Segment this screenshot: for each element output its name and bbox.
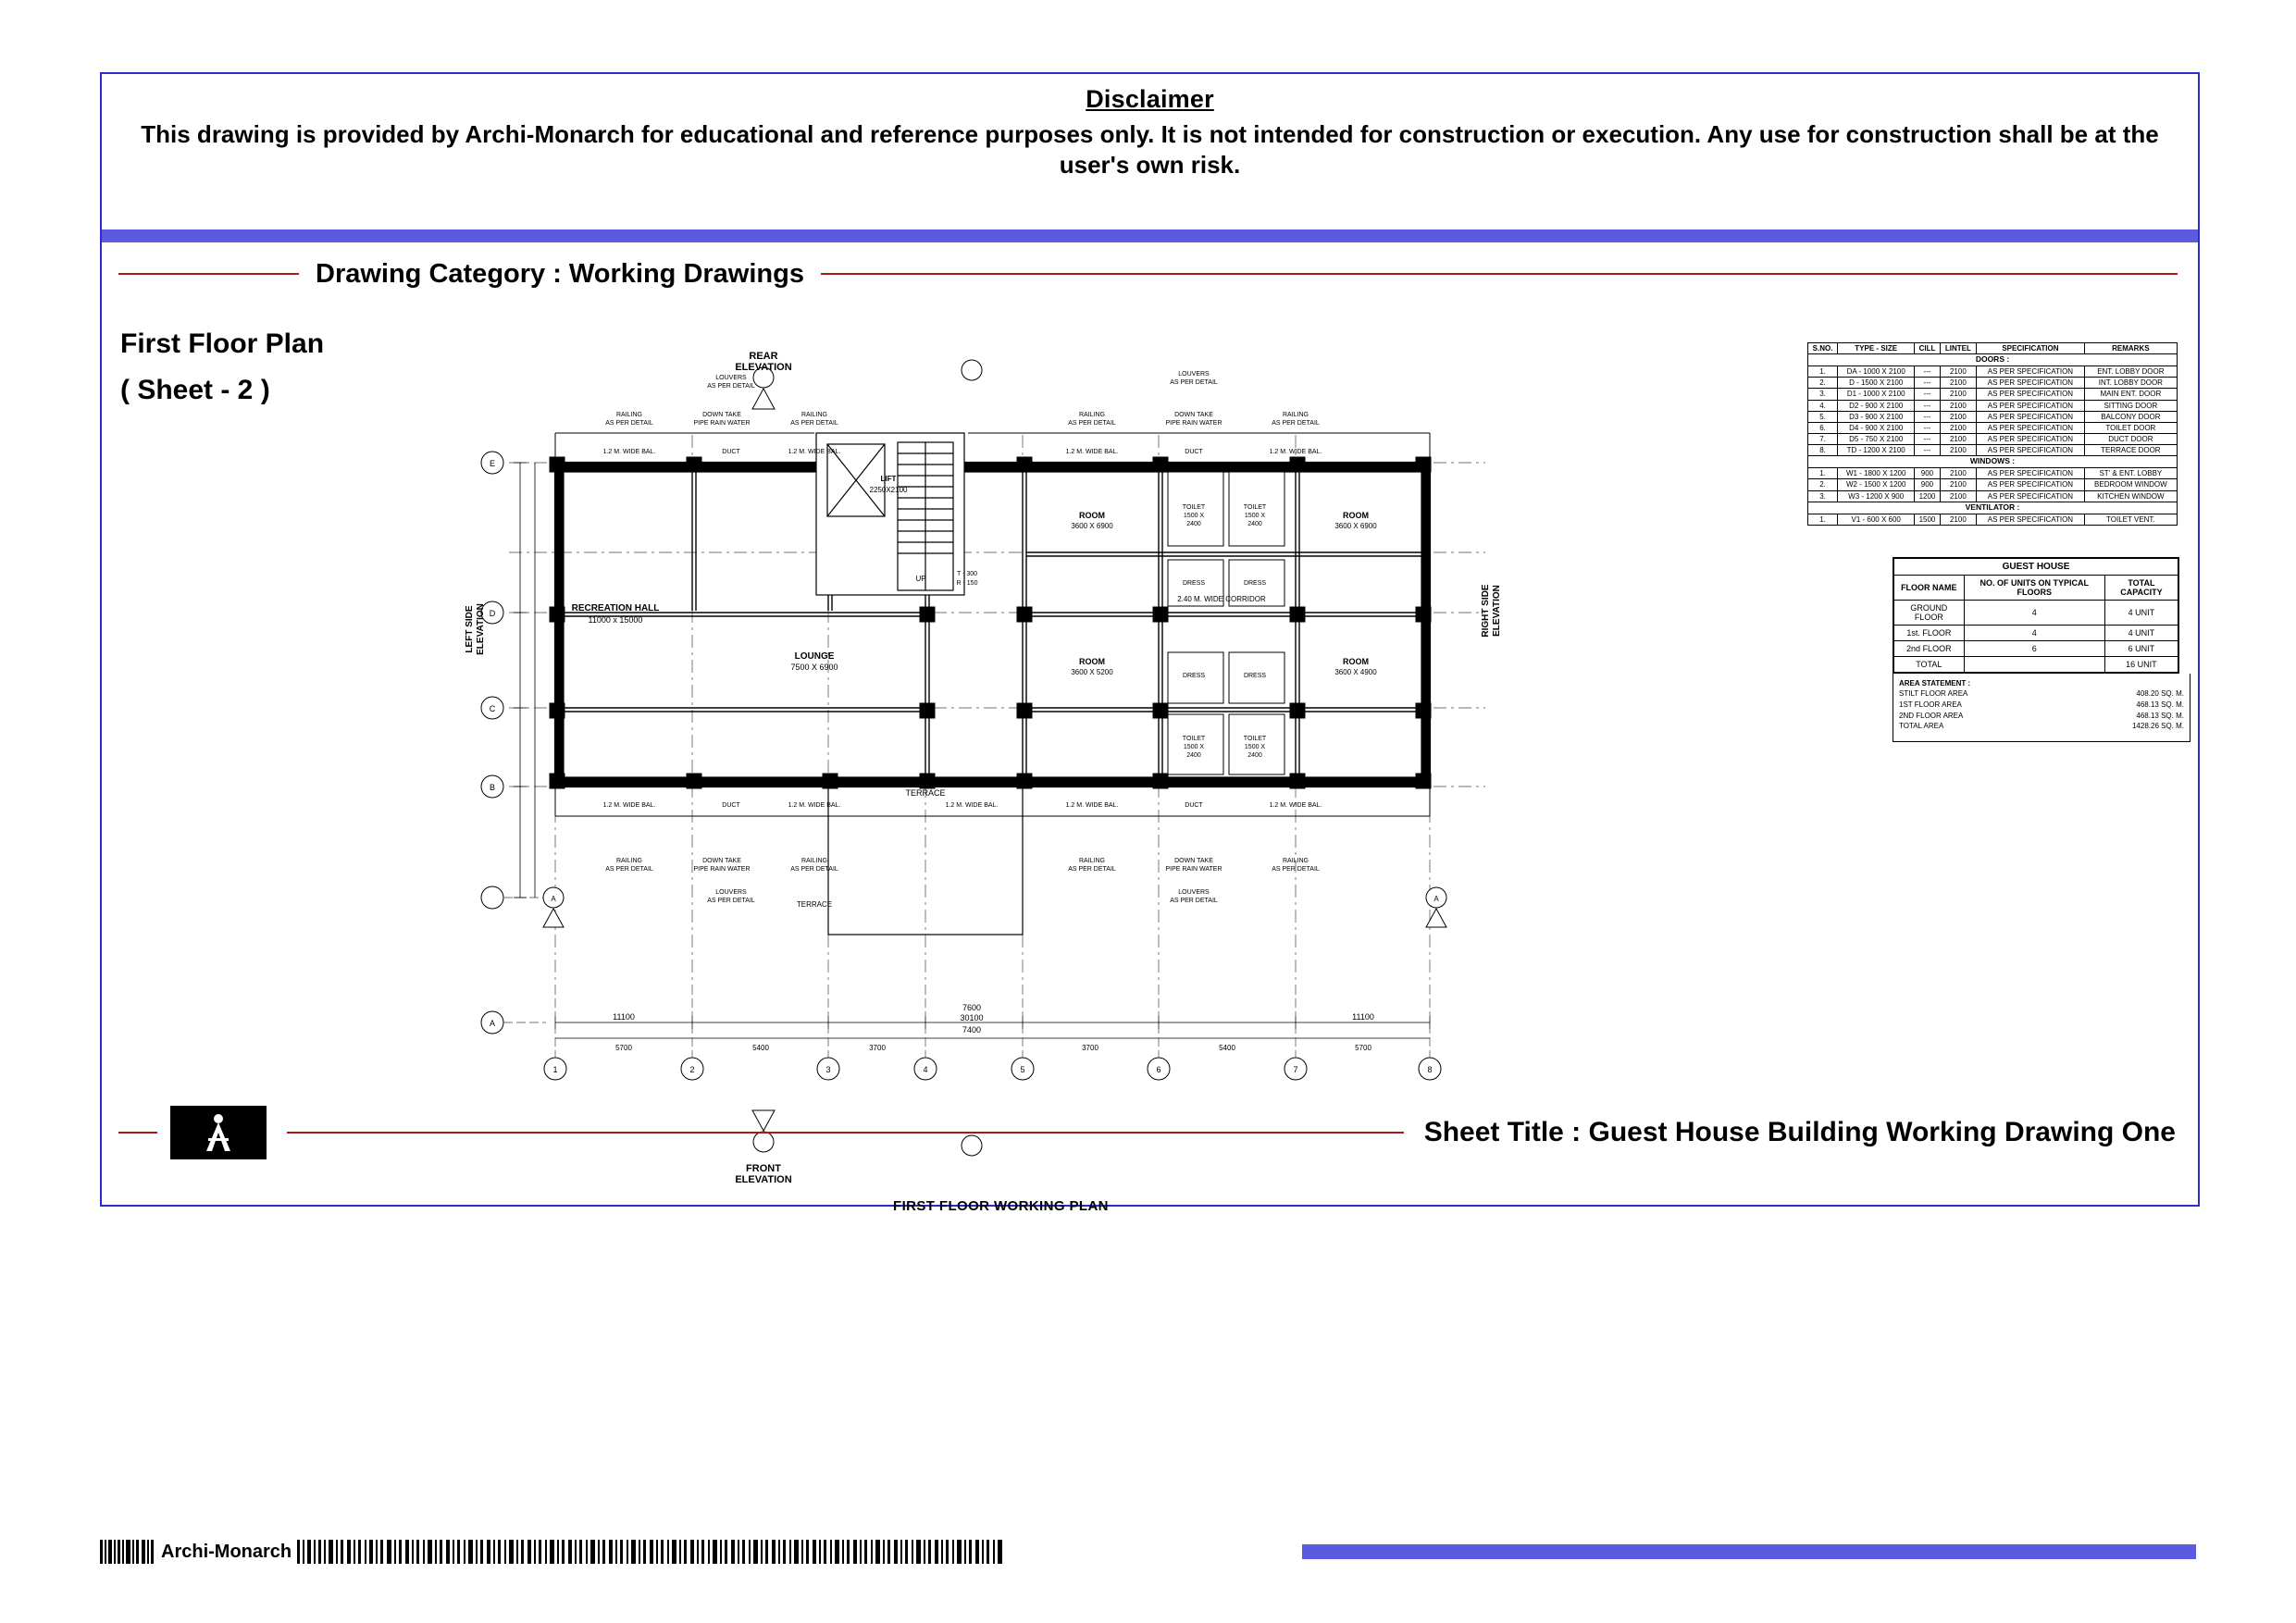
area-row: TOTAL AREA 1428.26 SQ. M. <box>1899 722 2184 731</box>
svg-text:DOWN TAKE: DOWN TAKE <box>702 858 741 864</box>
floor-plan-drawing <box>453 333 1897 1214</box>
svg-text:5700: 5700 <box>615 1044 632 1052</box>
svg-text:TOILET: TOILET <box>1243 736 1267 742</box>
table-row: 1. W1 - 1800 X 1200 900 2100 AS PER SPECIFICATION ST' & ENT. LOBBY <box>1808 468 2178 479</box>
svg-text:2400: 2400 <box>1247 521 1262 527</box>
svg-text:RAILING: RAILING <box>800 858 828 864</box>
col-sno: S.NO. <box>1808 343 1838 354</box>
svg-text:DOWN TAKE: DOWN TAKE <box>702 412 741 418</box>
svg-text:ELEVATION: ELEVATION <box>476 603 486 655</box>
area-statement-title: AREA STATEMENT : <box>1899 678 1971 688</box>
table-row: 7. D5 - 750 X 2100 --- 2100 AS PER SPECIFICATION DUCT DOOR <box>1808 434 2178 445</box>
svg-text:7400: 7400 <box>962 1025 982 1035</box>
archi-monarch-logo <box>170 1106 267 1159</box>
svg-text:A: A <box>489 1019 496 1028</box>
area-statement-box <box>1893 674 2191 742</box>
table-row: GROUND FLOOR 4 4 UNIT <box>1894 600 2178 625</box>
svg-text:1.2 M. WIDE BAL.: 1.2 M. WIDE BAL. <box>788 802 841 809</box>
svg-text:RAILING: RAILING <box>1282 858 1309 864</box>
svg-text:R - 150: R - 150 <box>956 580 978 587</box>
svg-text:LOUVERS: LOUVERS <box>715 375 747 381</box>
svg-text:AS PER DETAIL: AS PER DETAIL <box>1272 866 1320 873</box>
svg-text:ROOM: ROOM <box>1343 511 1369 520</box>
area-row: STILT FLOOR AREA 408.20 SQ. M. <box>1899 689 2184 699</box>
svg-text:DOWN TAKE: DOWN TAKE <box>1174 858 1213 864</box>
table-row: 3. D1 - 1000 X 2100 --- 2100 AS PER SPECIFICATION MAIN ENT. DOOR <box>1808 389 2178 400</box>
brand-name: Archi-Monarch <box>161 1541 292 1562</box>
blue-footer-bar <box>1302 1544 2196 1559</box>
svg-text:3600 X 5200: 3600 X 5200 <box>1071 668 1113 676</box>
svg-text:1.2 M. WIDE BAL.: 1.2 M. WIDE BAL. <box>788 449 841 455</box>
svg-text:AS PER DETAIL: AS PER DETAIL <box>707 898 755 904</box>
svg-text:D: D <box>489 609 496 618</box>
col-lintel: LINTEL <box>1940 343 1977 354</box>
svg-text:30100: 30100 <box>960 1013 984 1022</box>
door-window-schedule-table <box>1807 342 2178 526</box>
svg-text:REAR: REAR <box>749 351 778 362</box>
svg-text:PIPE RAIN WATER: PIPE RAIN WATER <box>693 420 751 427</box>
svg-text:1.2 M. WIDE BAL.: 1.2 M. WIDE BAL. <box>1269 802 1322 809</box>
svg-text:3600 X 6900: 3600 X 6900 <box>1071 522 1113 530</box>
footer-rule-left <box>118 1132 157 1134</box>
table-row: TOTAL 16 UNIT <box>1894 656 2178 672</box>
col-remarks: REMARKS <box>2084 343 2177 354</box>
svg-text:AS PER DETAIL: AS PER DETAIL <box>1170 898 1218 904</box>
svg-text:LOUNGE: LOUNGE <box>794 651 835 662</box>
svg-text:5700: 5700 <box>1355 1044 1371 1052</box>
col-floor-name: FLOOR NAME <box>1894 575 1965 600</box>
svg-text:3: 3 <box>825 1065 831 1074</box>
svg-text:3600 X 4900: 3600 X 4900 <box>1334 668 1377 676</box>
svg-text:1.2 M. WIDE BAL.: 1.2 M. WIDE BAL. <box>1065 802 1119 809</box>
table-row: 2. D - 1500 X 2100 --- 2100 AS PER SPECIFICATION INT. LOBBY DOOR <box>1808 378 2178 389</box>
plan-title-main: First Floor Plan <box>120 328 325 359</box>
svg-text:5400: 5400 <box>752 1044 769 1052</box>
svg-text:DRESS: DRESS <box>1182 580 1206 587</box>
table-row: 8. TD - 1200 X 2100 --- 2100 AS PER SPECIFICATION TERRACE DOOR <box>1808 445 2178 456</box>
guest-house-table <box>1893 558 2178 673</box>
svg-text:TOILET: TOILET <box>1182 504 1206 511</box>
svg-text:TERRACE: TERRACE <box>796 900 833 909</box>
svg-text:AS PER DETAIL: AS PER DETAIL <box>1272 420 1320 427</box>
page-title <box>120 324 324 410</box>
category-rule-right <box>821 273 2178 275</box>
svg-text:5: 5 <box>1020 1065 1025 1074</box>
svg-text:ELEVATION: ELEVATION <box>735 1174 792 1185</box>
table-row: 1st. FLOOR 4 4 UNIT <box>1894 625 2178 640</box>
svg-text:RECREATION HALL: RECREATION HALL <box>571 603 660 613</box>
svg-text:AS PER DETAIL: AS PER DETAIL <box>605 420 653 427</box>
guest-house-title: GUEST HOUSE <box>1894 558 2178 575</box>
svg-text:AS PER DETAIL: AS PER DETAIL <box>790 866 838 873</box>
svg-text:1500 X: 1500 X <box>1183 744 1205 750</box>
section-header-ventilator: VENTILATOR : <box>1808 502 2178 514</box>
svg-text:LOUVERS: LOUVERS <box>1178 889 1210 896</box>
category-rule-left <box>118 273 299 275</box>
svg-text:5400: 5400 <box>1219 1044 1235 1052</box>
svg-text:6: 6 <box>1156 1065 1161 1074</box>
svg-text:T - 300: T - 300 <box>956 571 978 577</box>
svg-text:FRONT: FRONT <box>746 1163 781 1174</box>
svg-text:ELEVATION: ELEVATION <box>1492 585 1502 637</box>
svg-text:B: B <box>489 783 496 792</box>
svg-text:AS PER DETAIL: AS PER DETAIL <box>605 866 653 873</box>
disclaimer-block <box>102 74 2198 187</box>
drawing-category-row <box>102 255 2198 292</box>
disclaimer-title: Disclaimer <box>1086 85 1214 113</box>
drawing-caption: FIRST FLOOR WORKING PLAN <box>893 1198 1109 1214</box>
table-row: 2nd FLOOR 6 6 UNIT <box>1894 640 2178 656</box>
svg-text:DRESS: DRESS <box>1243 673 1267 679</box>
section-header-windows: WINDOWS : <box>1808 456 2178 468</box>
svg-text:LEFT SIDE: LEFT SIDE <box>465 605 475 653</box>
table-row: 6. D4 - 900 X 2100 --- 2100 AS PER SPECIFICATION TOILET DOOR <box>1808 422 2178 433</box>
svg-text:4: 4 <box>923 1065 928 1074</box>
svg-text:RAILING: RAILING <box>1078 412 1106 418</box>
svg-text:1: 1 <box>552 1065 558 1074</box>
col-specification: SPECIFICATION <box>1977 343 2085 354</box>
blue-divider-top <box>102 229 2198 242</box>
svg-text:AS PER DETAIL: AS PER DETAIL <box>1068 420 1116 427</box>
schedules-panel <box>1807 342 2184 742</box>
svg-text:PIPE RAIN WATER: PIPE RAIN WATER <box>1165 866 1222 873</box>
barcode-left-icon <box>100 1540 155 1564</box>
svg-text:2400: 2400 <box>1247 752 1262 759</box>
svg-text:DOWN TAKE: DOWN TAKE <box>1174 412 1213 418</box>
section-header-doors: DOORS : <box>1808 354 2178 366</box>
svg-text:1.2 M. WIDE BAL.: 1.2 M. WIDE BAL. <box>602 802 656 809</box>
svg-text:DUCT: DUCT <box>722 449 740 455</box>
svg-text:RAILING: RAILING <box>1078 858 1106 864</box>
svg-text:11100: 11100 <box>1352 1012 1374 1022</box>
compass-icon <box>190 1110 247 1155</box>
svg-text:2.40 M. WIDE CORRIDOR: 2.40 M. WIDE CORRIDOR <box>1177 595 1266 603</box>
svg-text:ROOM: ROOM <box>1343 657 1369 666</box>
col-units: NO. OF UNITS ON TYPICAL FLOORS <box>1964 575 2104 600</box>
area-row: 1ST FLOOR AREA 468.13 SQ. M. <box>1899 700 2184 709</box>
svg-text:TOILET: TOILET <box>1243 504 1267 511</box>
disclaimer-text: This drawing is provided by Archi-Monarch for educational and reference purposes only. It is not intended for construction or execution. Any use for construction shall be at the user's own risk. <box>141 120 2159 180</box>
svg-text:AS PER DETAIL: AS PER DETAIL <box>790 420 838 427</box>
svg-text:LOUVERS: LOUVERS <box>715 889 747 896</box>
svg-text:8: 8 <box>1427 1065 1433 1074</box>
svg-text:3600 X 6900: 3600 X 6900 <box>1334 522 1377 530</box>
svg-text:2: 2 <box>689 1065 695 1074</box>
svg-text:LIFT: LIFT <box>880 475 897 483</box>
table-row: 1. DA - 1000 X 2100 --- 2100 AS PER SPECIFICATION ENT. LOBBY DOOR <box>1808 365 2178 377</box>
svg-text:PIPE RAIN WATER: PIPE RAIN WATER <box>1165 420 1222 427</box>
svg-text:RAILING: RAILING <box>615 858 643 864</box>
svg-text:C: C <box>489 704 496 713</box>
footer-sheet-title: Sheet Title : Guest House Building Working Drawing One <box>1423 1117 2176 1147</box>
area-row: 2ND FLOOR AREA 468.13 SQ. M. <box>1899 711 2184 720</box>
col-capacity: TOTAL CAPACITY <box>2104 575 2178 600</box>
brand-bar <box>100 1538 2196 1566</box>
svg-text:DUCT: DUCT <box>1185 449 1203 455</box>
barcode-right-icon <box>297 1540 1297 1564</box>
svg-text:AS PER DETAIL: AS PER DETAIL <box>1170 379 1218 386</box>
svg-text:RAILING: RAILING <box>1282 412 1309 418</box>
svg-text:LOUVERS: LOUVERS <box>1178 371 1210 378</box>
svg-text:AS PER DETAIL: AS PER DETAIL <box>1068 866 1116 873</box>
footer-rule-right <box>287 1132 1404 1134</box>
svg-text:1.2 M. WIDE BAL.: 1.2 M. WIDE BAL. <box>945 802 999 809</box>
table-header-row <box>1808 343 2178 354</box>
col-cill: CILL <box>1915 343 1940 354</box>
svg-text:2400: 2400 <box>1186 752 1201 759</box>
drawing-category-label: Drawing Category : Working Drawings <box>316 258 804 289</box>
plan-title-sub: ( Sheet - 2 ) <box>120 374 270 405</box>
svg-text:ELEVATION: ELEVATION <box>735 362 792 373</box>
svg-text:2250X2100: 2250X2100 <box>869 486 908 494</box>
svg-text:ROOM: ROOM <box>1079 511 1105 520</box>
svg-text:DRESS: DRESS <box>1243 580 1267 587</box>
svg-text:7: 7 <box>1293 1065 1298 1074</box>
svg-text:RAILING: RAILING <box>800 412 828 418</box>
table-row: 2. W2 - 1500 X 1200 900 2100 AS PER SPECIFICATION BEDROOM WINDOW <box>1808 479 2178 490</box>
svg-text:1.2 M. WIDE BAL.: 1.2 M. WIDE BAL. <box>602 449 656 455</box>
svg-text:1.2 M. WIDE BAL.: 1.2 M. WIDE BAL. <box>1269 449 1322 455</box>
sheet-footer <box>102 1103 2198 1162</box>
table-row: 1. V1 - 600 X 600 1500 2100 AS PER SPECIFICATION TOILET VENT. <box>1808 514 2178 525</box>
svg-text:TERRACE: TERRACE <box>905 788 946 798</box>
svg-text:11100: 11100 <box>613 1012 635 1022</box>
svg-text:RAILING: RAILING <box>615 412 643 418</box>
svg-text:E: E <box>489 459 496 468</box>
svg-text:DRESS: DRESS <box>1182 673 1206 679</box>
svg-text:3700: 3700 <box>869 1044 886 1052</box>
svg-text:A: A <box>551 895 556 903</box>
svg-text:A: A <box>1433 895 1439 903</box>
table-header-row <box>1894 575 2178 600</box>
svg-text:1.2 M. WIDE BAL.: 1.2 M. WIDE BAL. <box>1065 449 1119 455</box>
svg-text:TOILET: TOILET <box>1182 736 1206 742</box>
svg-text:2400: 2400 <box>1186 521 1201 527</box>
svg-text:1500 X: 1500 X <box>1244 744 1266 750</box>
table-row: 4. D2 - 900 X 2100 --- 2100 AS PER SPECIFICATION SITTING DOOR <box>1808 400 2178 411</box>
svg-text:DUCT: DUCT <box>722 802 740 809</box>
floor-plan-svg <box>453 333 1897 1203</box>
table-row: 5. D3 - 900 X 2100 --- 2100 AS PER SPECIFICATION BALCONY DOOR <box>1808 411 2178 422</box>
svg-text:7600: 7600 <box>962 1003 982 1012</box>
svg-text:RIGHT SIDE: RIGHT SIDE <box>1481 584 1491 638</box>
svg-text:11000 x 15000: 11000 x 15000 <box>588 615 643 625</box>
svg-text:1500 X: 1500 X <box>1183 513 1205 519</box>
svg-text:3700: 3700 <box>1082 1044 1098 1052</box>
svg-text:ROOM: ROOM <box>1079 657 1105 666</box>
svg-text:UP: UP <box>915 575 926 583</box>
svg-text:DUCT: DUCT <box>1185 802 1203 809</box>
svg-text:PIPE RAIN WATER: PIPE RAIN WATER <box>693 866 751 873</box>
sheet-frame <box>100 72 2200 1214</box>
table-row: 3. W3 - 1200 X 900 1200 2100 AS PER SPECIFICATION KITCHEN WINDOW <box>1808 490 2178 502</box>
svg-text:AS PER DETAIL: AS PER DETAIL <box>707 383 755 390</box>
col-type-size: TYPE - SIZE <box>1838 343 1915 354</box>
svg-text:1500 X: 1500 X <box>1244 513 1266 519</box>
guest-house-table-wrap <box>1893 557 2179 674</box>
svg-text:7500 X 6900: 7500 X 6900 <box>790 663 838 672</box>
